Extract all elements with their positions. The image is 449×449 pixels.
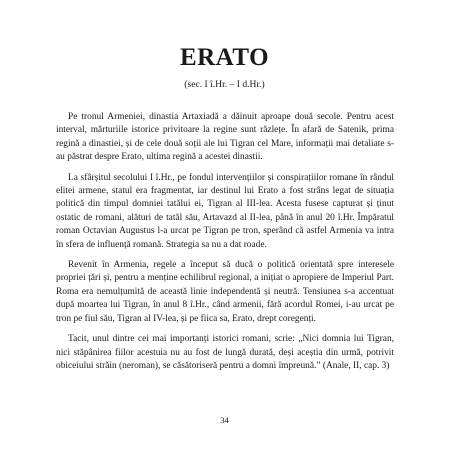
page-number: 34 [220, 415, 229, 425]
paragraph: La sfârșitul secolului I î.Hr., pe fondul intervențiilor și conspirațiilor romane în rândul elitei armene, statul era fragmentat, iar destinul lui Erato a fost strâns legat de situația politică din timpul domniei tatălui ei, Tigran al III-lea. Acesta fusese capturat și ținut ostatic de romani, alături de tatăl său, Artavazd al II-lea, până în anul 20 î.Hr. Împăratul roman Octavian Augustus l-a urcat pe Tigran pe tron, sperând că astfel Armenia va intra în sfera de influență romană. Strategia sa nu a dat roade. [56, 172, 394, 250]
paragraph: Tacit, unul dintre cei mai importanți istorici romani, scrie: „Nici domnia lui Tigran, nici stăpânirea fiilor acestuia nu au fost de lungă durată, deși aceștia din urmă, potrivit obiceiului străin (neroman), se căsătoriseră pentru a domni împreună.” (Anale, II, cap. 3) [56, 334, 394, 371]
chapter-title: ERATO [179, 44, 270, 71]
paragraph: Pe tronul Armeniei, dinastia Artaxiadă a dăinuit aproape două secole. Pentru acest interval, mărturiile istorice privitoare la regine sunt răzlețe. În afară de Satenik, prima regină a dinastiei, și de cele două soții ale lui Tigran cel Mare, informații mai detaliate s-au păstrat despre Erato, ultima regină a acestei dinastii. [56, 112, 394, 163]
chapter-subtitle: (sec. I î.Hr. – I d.Hr.) [184, 79, 265, 90]
paragraph: Revenit în Armenia, regele a început să ducă o politică orientată spre interesele propriei țări și, pentru a menține echilibrul regional, a inițiat o apropiere de Imperiul Part. Roma era nemulțumită de această linie independentă și neutră. Tensiunea s-a accentuat după moartea lui Tigran, în anul 8 î.Hr., când armenii, fără acordul Romei, i-au urcat pe tron pe fiul său, Tigran al IV-lea, și pe fiica sa, Erato, drept coregenți. [56, 260, 394, 324]
body-text [56, 111, 394, 380]
